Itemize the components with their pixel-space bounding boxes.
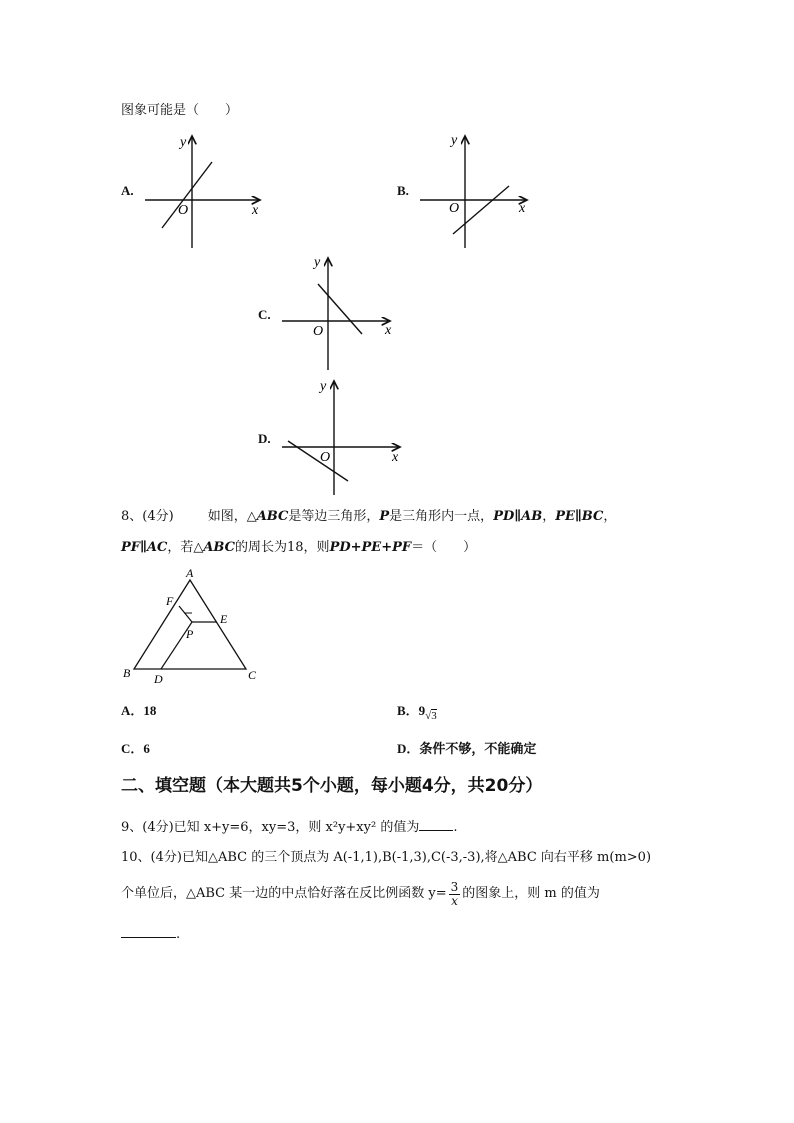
x-axis-label: x [385,323,392,338]
q9-text: 9、(4分)已知 x+y=6，xy=3，则 x²y+xy² 的值为 [121,820,420,835]
q7-option-d-label[interactable]: D. [258,431,271,446]
segment-pf [179,606,192,622]
q10-line-2 [121,876,600,912]
y-axis-label: y [180,135,187,150]
q8-line-2 [121,540,476,556]
q7-option-b-graph [415,130,545,250]
point-d-label: D [154,672,163,686]
function-line [453,186,509,234]
q8-math: △ABC [246,509,289,524]
q10-text: 个单位后，△ABC 某一边的中点恰好落在反比例函数 y= [121,886,447,901]
q8-triangle-figure [120,563,265,688]
q9-answer-blank[interactable] [419,818,453,831]
q8-math: PF∥AC [121,540,168,555]
vertex-a-label: A [186,566,194,580]
point-p-label: P [186,627,194,641]
y-axis-label: y [314,255,321,270]
q8-math: PE∥BC [555,509,604,524]
q10-text: 的图象上，则 m 的值为 [462,886,600,901]
q8-choice-b-label: B．9 [397,703,426,718]
q8-number: 8、(4分) [121,509,174,524]
function-line [162,162,212,228]
y-axis-label: y [320,379,327,394]
x-axis-label: x [252,203,259,218]
q7-option-b-label[interactable]: B. [397,183,409,198]
origin-label: O [320,450,331,465]
sqrt-symbol: √ [425,710,432,722]
function-line [318,284,362,334]
q8-text: 是等边三角形， [288,509,380,524]
q8-choice-b[interactable] [397,700,437,722]
q8-math: PD∥AB [493,509,543,524]
q7-option-a-label[interactable]: A. [121,183,134,198]
vertex-c-label: C [248,668,257,682]
section-2-title: 二、填空题（本大题共5个小题，每小题4分，共20分） [121,776,543,796]
q8-text: 是三角形内一点， [389,509,494,524]
q10-line-3 [121,925,180,943]
q7-option-c-graph [280,252,405,372]
x-axis-label: x [519,201,526,216]
q8-line-1 [121,509,616,525]
q10-answer-blank[interactable] [121,925,176,938]
fraction-numerator: 3 [450,879,459,894]
q10-line-1: 10、(4分)已知△ABC 的三个顶点为 A(-1,1),B(-1,3),C(-3,-3),将△ABC 向右平移 m(m>0) [121,850,652,865]
q8-choice-d[interactable]: D．条件不够，不能确定 [397,741,537,756]
q8-text: ， [603,509,617,524]
q8-math: △ABC [193,540,236,555]
q8-choice-a[interactable]: A．18 [121,703,157,718]
q7-option-d-graph [280,375,405,497]
q9-line [121,818,457,836]
fraction-denominator: x [451,893,458,908]
q7-tail-text: 图象可能是（ ） [121,103,239,118]
q8-text: ＝（ ） [411,540,477,555]
q8-text: 的周长为18，则 [235,540,330,555]
vertex-b-label: B [123,666,131,680]
q8-math: PD+PE+PF [329,540,412,555]
q7-option-a-graph [140,130,270,250]
q8-math: P [379,509,390,524]
q8-choice-c[interactable]: C．6 [121,741,150,756]
origin-label: O [313,324,324,339]
q9-text-end: . [453,820,458,835]
origin-label: O [449,201,460,216]
point-e-label: E [220,612,228,626]
q10-text-end: . [176,927,181,942]
x-axis-label: x [392,450,399,465]
origin-label: O [178,203,189,218]
q8-text: 如图， [207,509,247,524]
fraction-3-over-x [449,881,461,908]
y-axis-label: y [451,133,458,148]
sqrt-radicand: 3 [431,710,437,722]
q8-text: ，若 [167,540,194,555]
point-f-label: F [166,594,174,608]
q8-text: ， [542,509,556,524]
q7-option-c-label[interactable]: C. [258,307,271,322]
